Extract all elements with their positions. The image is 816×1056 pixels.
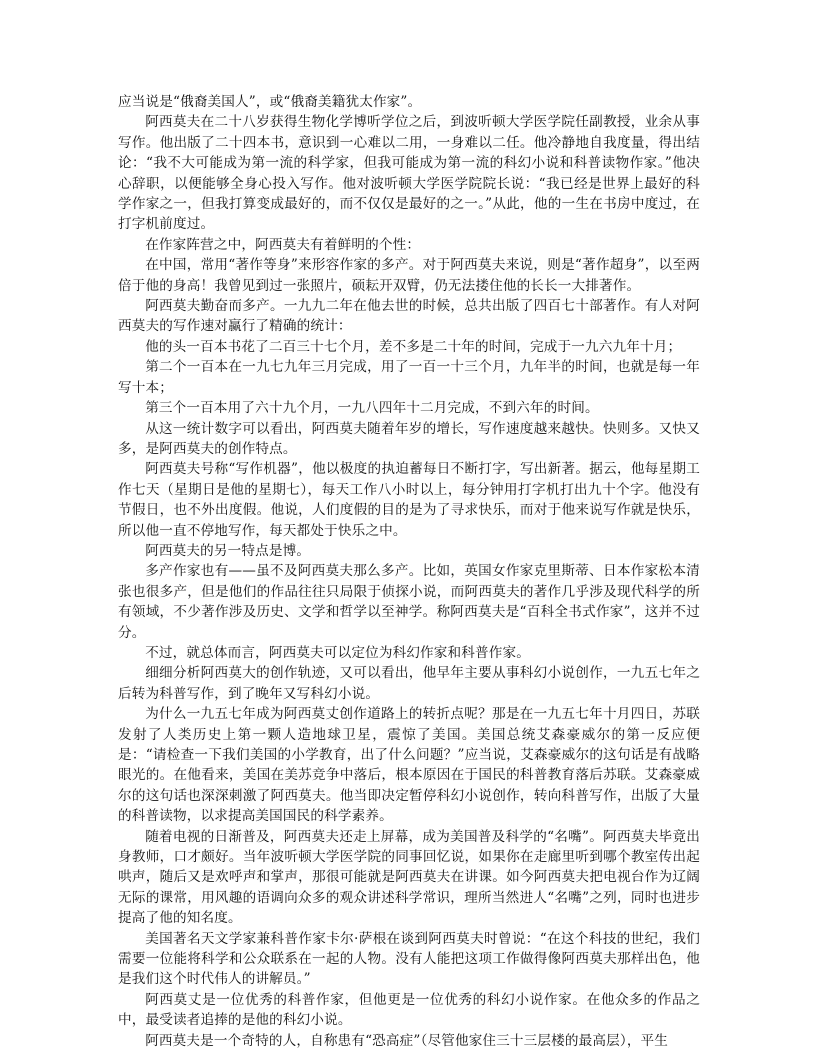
- paragraph: 在作家阵营之中，阿西莫夫有着鲜明的个性：: [145, 236, 421, 253]
- paragraph: 随着电视的日渐普及，阿西莫夫还走上屏幕，成为美国普及科学的“名嘴”。阿西莫夫毕竟出身教师，口才颇好。当年波听顿大学医学院的同事回忆说，如果你在走廊里听到哪个教室传出起哄声，随后又是欢呼声和掌声，那很可能就是阿西莫夫在讲课。如今阿西莫夫把电视台作为辽阔无际的课常，用风趣的语调向众多的观众讲述科学常识，理所当然进人“名嘴”之列，同时也进步提高了他的知名度。: [118, 828, 700, 927]
- paragraph: 多产作家也有——虽不及阿西莫夫那么多产。比如，英国女作家克里斯蒂、日本作家松本清张也很多产，但是他们的作品往往只局限于侦探小说，而阿西莫夫的著作几乎涉及现代科学的所有领域，不少著作涉及历史、文学和哲学以至神学。称阿西莫夫是“百科全书式作家”，这并不过分。: [118, 563, 700, 641]
- paragraph: 阿西莫丈是一位优秀的科普作家，但他更是一位优秀的科幻小说作家。在他众多的作品之中，最受读者追捧的是他的科幻小说。: [118, 991, 700, 1029]
- paragraph: 在中国，常用“著作等身”来形容作家的多产。对于阿西莫夫来说，则是“著作超身”，以至两倍于他的身高！我曾见到过一张照片，硕耘开双臂，仍无法搂住他的长长一大排著作。: [118, 257, 700, 294]
- document-page: [118, 92, 700, 1051]
- paragraph-continuation: 应当说是“俄裔美国人”，或“俄裔美籍犹太作家”。: [118, 94, 422, 110]
- paragraph: 细细分析阿西莫大的创作轨迹，又可以看出，他早年主要从事科幻小说创作，一九五七年之后转为科普写作，到了晚年又写科幻小说。: [118, 665, 700, 702]
- paragraph: 阿西莫夫在二十八岁获得生物化学博听学位之后，到波听顿大学医学院任副教授，业余从事写作。他出版了二十四本书，意识到一心难以二用，一身难以二任。他冷静地自我度量，得出结论：“我不大可能成为第一流的科学家，但我可能成为第一流的科幻小说和科普读物作家。”他决心辞职，以便能够全身心投入写作。他对波听顿大学医学院院长说：“我已经是世界上最好的科学作家之一，但我打算变成最好的，而不仅仅是最好的之一。”从此，他的一生在书房中度过，在打字机前度过。: [118, 114, 700, 233]
- paragraph: 第二个一百本在一九七九年三月完成，用了一百一十三个月，九年半的时间，也就是每一年写十本；: [118, 359, 700, 396]
- paragraph: 为什么一九五七年成为阿西莫丈创作道路上的转折点呢？那是在一九五七年十月四日，苏联发射了人类历史上第一颗人造地球卫星，震惊了美国。美国总统艾森豪威尔的第一反应便是：“请检查一下我们美国的小学教育，出了什么问题？”应当说，艾森豪威尔的这句话是有战略眼光的。在他看来，美国在美苏竞争中落后，根本原因在于国民的科普教育落后苏联。艾森豪威尔的这句话也深深刺激了阿西莫夫。他当即决定暂停科幻小说创作，转向科普写作，出版了大量的科普读物，以求提高美国国民的科学素养。: [118, 706, 700, 825]
- paragraph: 阿西莫夫勤奋而多产。一九九二年在他去世的时候，总共出版了四百七十部著作。有人对阿西莫夫的写作速对赢行了精确的统计：: [118, 298, 700, 335]
- paragraph: 阿西莫夫的另一特点是博。: [145, 542, 311, 559]
- paragraph: 美国著名天文学家兼科普作家卡尔·萨根在谈到阿西莫夫时曾说：“在这个科技的世纪，我们需要一位能将科学和公众联系在一起的人物。没有人能把这项工作做得像阿西莫夫那样出色，他是我们这个时代伟人的讲解员。”: [118, 930, 700, 988]
- paragraph: 不过，就总体而言，阿西莫夫可以定位为科幻作家和科普作家。: [145, 644, 531, 661]
- paragraph: 阿西莫夫号称“写作机器”，他以极度的执迫蓄每日不断打字，写出新著。据云，他每星期工作七天（星期日是他的星期七），每天工作八小时以上，每分钟用打字机打出九十个字。他没有节假日，也不外出度假。他说，人们度假的目的是为了寻求快乐，而对于他来说写作就是快乐，所以他一直不停地写作，每天都处于快乐之中。: [118, 461, 700, 539]
- paragraph: 阿西莫夫是一个奇特的人，自称患有“恐高症”（尽管他家住三十三层楼的最高层），平生: [145, 1032, 669, 1049]
- paragraph: 第三个一百本用了六十九个月，一九八四年十二月完成，不到六年的时间。: [145, 400, 599, 417]
- paragraph: 从这一统计数字可以看出，阿西莫夫随着年岁的增长，写作速度越来越快。快则多。又快又多，是阿西莫夫的创作特点。: [118, 420, 700, 457]
- paragraph: 他的头一百本书花了二百三十七个月，差不多是二十年的时间，完成于一九六九年十月；: [145, 338, 682, 355]
